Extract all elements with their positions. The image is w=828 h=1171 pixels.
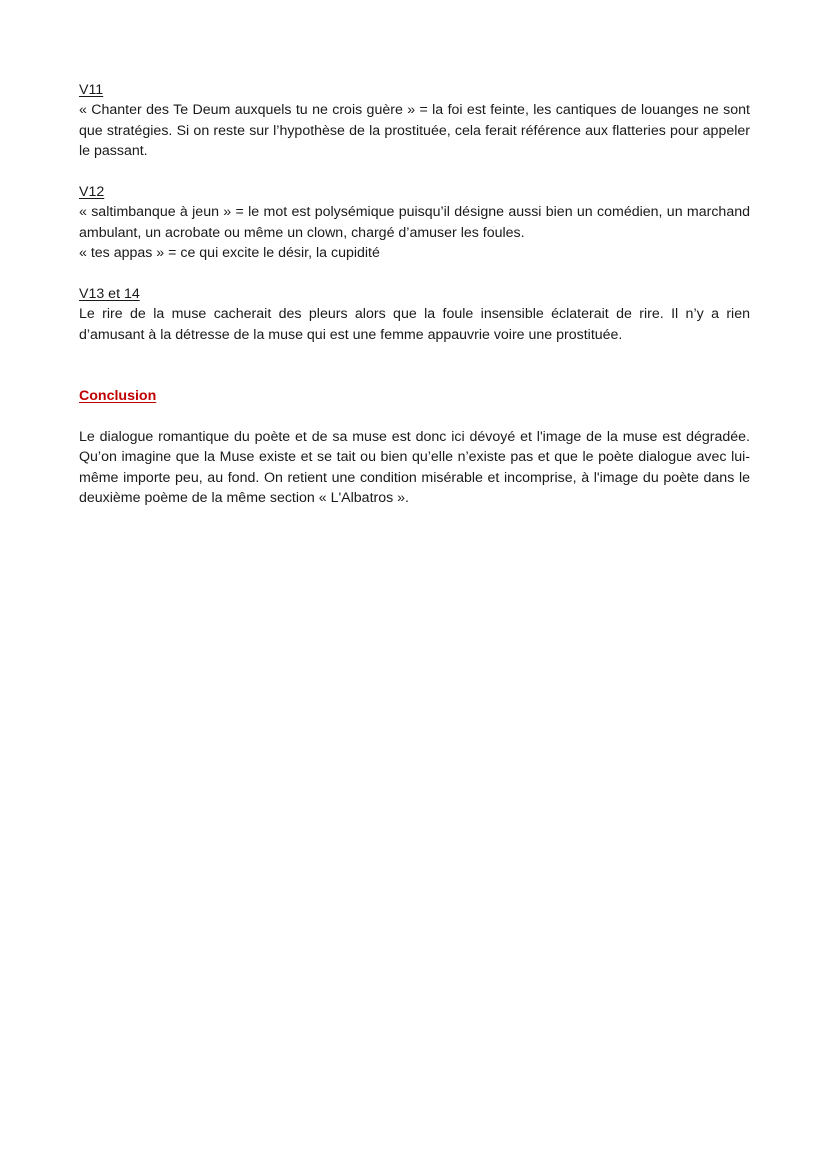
section-conclusion	[79, 386, 750, 508]
section-paragraph: « saltimbanque à jeun » = le mot est polysémique puisqu’il désigne aussi bien un comédien, un marchand ambulant, un acrobate ou même un clown, chargé d’amuser les foules.	[79, 204, 750, 241]
conclusion-heading: Conclusion	[79, 388, 157, 405]
conclusion-paragraph: Le dialogue romantique du poète et de sa muse est donc ici dévoyé et l'image de la muse est dégradée. Qu’on imagine que la Muse existe et se tait ou bien qu’elle n’existe pas et que le poète dialogue avec lui-même importe peu, au fond. On retient une condition misérable et incomprise, à l'image du poète dans le deuxième poème de la même section « L'Albatros ».	[79, 428, 750, 507]
spacer	[79, 264, 750, 284]
section-paragraph: « Chanter des Te Deum auxquels tu ne crois guère » = la foi est feinte, les cantiques de louanges ne sont que stratégies. Si on reste sur l’hypothèse de la prostituée, cela ferait référence aux flatteries pour appeler le passant.	[79, 102, 750, 160]
spacer	[79, 345, 750, 386]
section-v11	[79, 80, 750, 162]
spacer	[79, 406, 750, 426]
section-v13-14	[79, 284, 750, 345]
section-heading: V12	[79, 184, 105, 201]
section-paragraph: « tes appas » = ce qui excite le désir, la cupidité	[79, 245, 380, 262]
section-heading: V13 et 14	[79, 286, 140, 303]
section-v12	[79, 182, 750, 264]
section-paragraph: Le rire de la muse cacherait des pleurs alors que la foule insensible éclaterait de rire. Il n’y a rien d’amusant à la détresse de la muse qui est une femme appauvrie voire une prostituée.	[79, 306, 750, 343]
spacer	[79, 162, 750, 182]
document-page	[79, 80, 750, 508]
section-heading: V11	[79, 82, 104, 98]
